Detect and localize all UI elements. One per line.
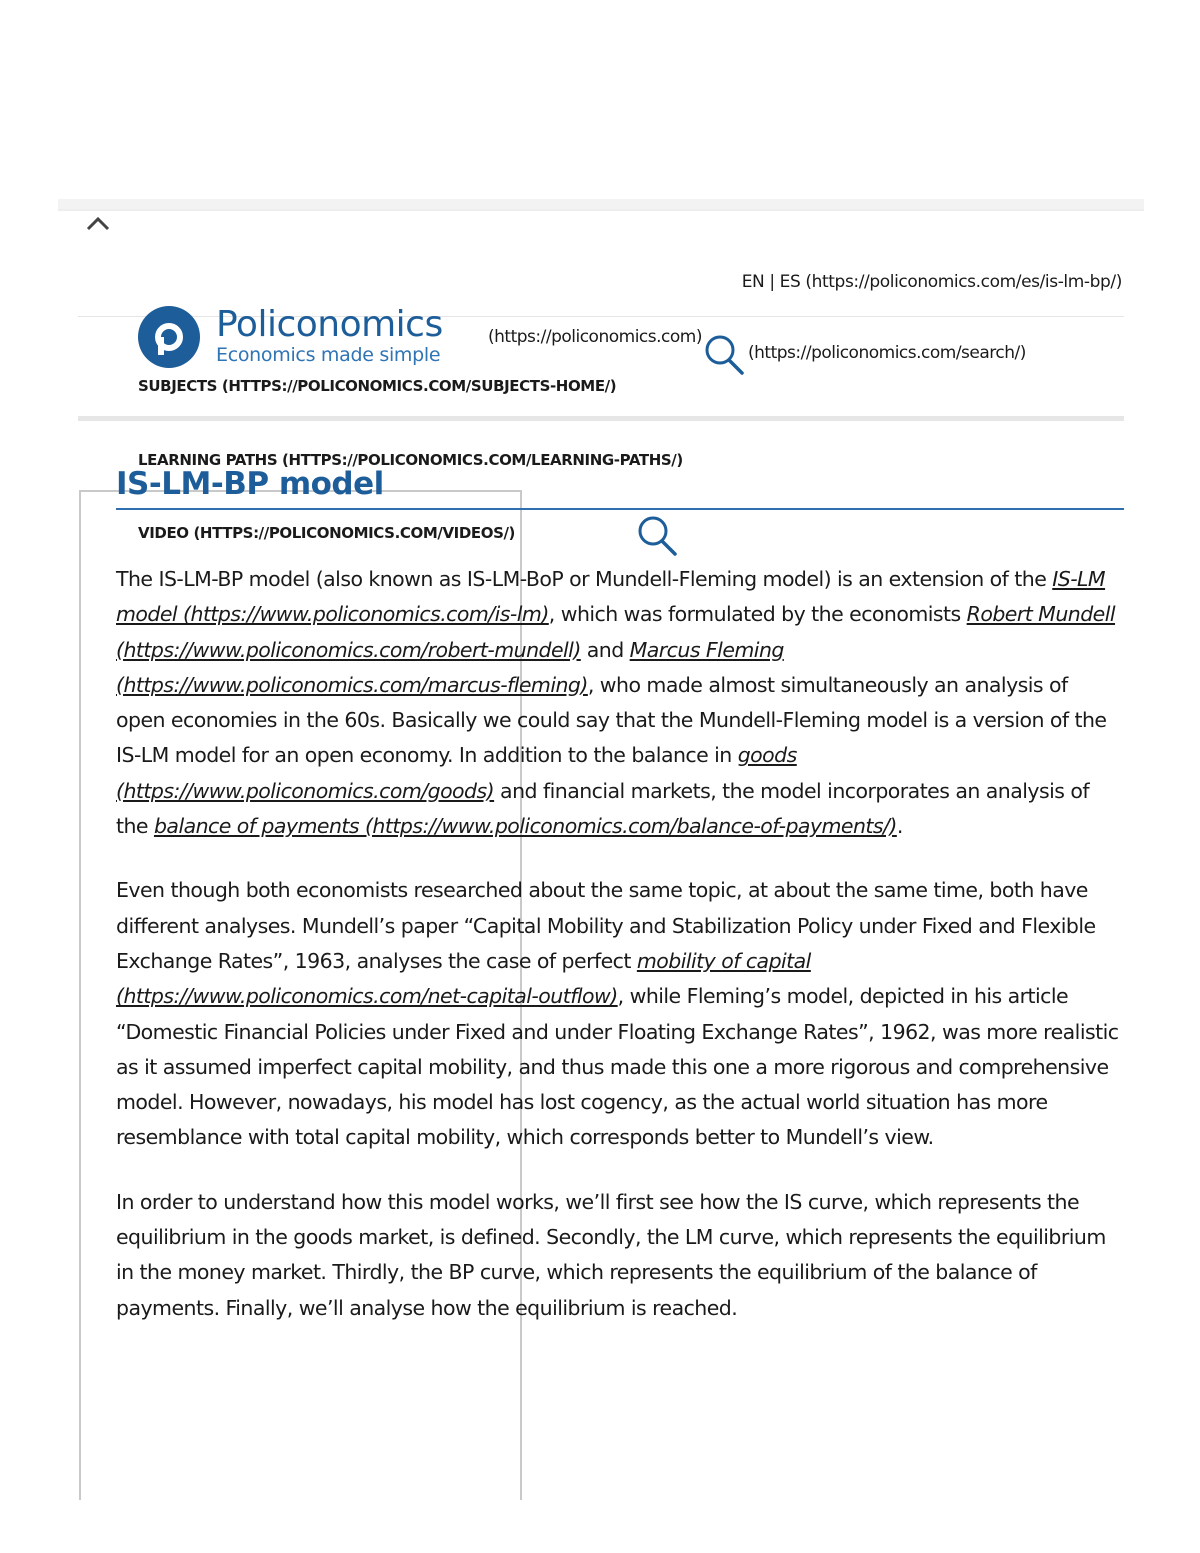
link-balance-of-payments[interactable]: balance of payments (https://www.policonomics.com/balance-of-payments/) — [153, 814, 897, 839]
search-link[interactable]: (https://policonomics.com/search/) — [748, 343, 1026, 363]
link-robert-mundell[interactable]: Robert Mundell (https://www.policonomics.com/robert-mundell) — [116, 602, 1116, 662]
top-bar — [58, 199, 1144, 209]
paragraph — [116, 873, 1122, 1155]
text: , while Fleming’s model, depicted in his article “Domestic Financial Policies under Fixed and under Floating Exchange Rates”, 1962, was more realistic as it assumed imperfect capital mobility, and thus made this one a more rigorous and comprehensive model. However, nowadays, his model has lost cogency, as the actual world situation has more resemblance with total capital mobility, which corresponds better to Mundell’s view. — [116, 984, 1119, 1150]
scroll-up-icon[interactable] — [84, 212, 112, 236]
text: The IS-LM-BP model (also known as IS-LM-BoP or Mundell-Fleming model) is an extension of the — [116, 567, 1053, 591]
logo-tagline: Economics made simple — [216, 344, 441, 366]
article-body — [116, 562, 1122, 1355]
text: and financial markets, the model incorporates an analysis of the — [116, 778, 1089, 839]
search-icon[interactable] — [703, 333, 745, 379]
link-marcus-fleming[interactable]: Marcus Fleming (https://www.policonomics.com/marcus-fleming) — [116, 637, 784, 697]
text: and — [580, 637, 630, 662]
language-switcher[interactable] — [742, 272, 1122, 292]
text: , which was formulated by the economists — [548, 602, 967, 627]
text: Even though both economists researched about the same topic, at about the same time, both have different analyses. Mundell’s paper “Capital Mobility and Stabilization Policy under Fixed and Flexible Exchange Rates”, 1963, analyses the case of perfect — [116, 878, 1096, 973]
title-underline — [116, 508, 1124, 510]
logo-mark-icon — [138, 306, 200, 368]
top-bar-divider — [58, 209, 1144, 211]
home-link[interactable]: (https://policonomics.com) — [488, 327, 702, 347]
nav-item-subjects[interactable]: SUBJECTS (HTTPS://POLICONOMICS.COM/SUBJECTS-HOME/) — [138, 377, 617, 395]
search-icon[interactable] — [636, 514, 678, 560]
logo-name: Policonomics — [216, 304, 443, 345]
text: , who made almost simultaneously an analysis of open economies in the 60s. Basically we could say that the Mundell-Fleming model is a version of the IS-LM model for an open economy. In addition to the balance in — [116, 672, 1107, 768]
link-is-lm-model[interactable]: IS-LM model (https://www.policonomics.com/is-lm) — [116, 567, 1106, 627]
link-mobility-of-capital[interactable]: mobility of capital (https://www.policonomics.com/net-capital-outflow) — [116, 948, 811, 1009]
nav-item-learning-paths[interactable]: LEARNING PATHS (HTTPS://POLICONOMICS.COM/LEARNING-PATHS/) — [138, 451, 683, 469]
paragraph — [116, 562, 1122, 844]
site-logo[interactable] — [138, 306, 443, 368]
nav-item-video[interactable]: VIDEO (HTTPS://POLICONOMICS.COM/VIDEOS/) — [138, 524, 516, 542]
page-title: IS-LM-BP model — [116, 466, 384, 502]
text: . — [896, 814, 903, 839]
nav-divider — [78, 416, 1124, 421]
language-link[interactable]: EN | ES (https://policonomics.com/es/is-lm-bp/) — [741, 272, 1122, 292]
paragraph: In order to understand how this model works, we’ll first see how the IS curve, which represents the equilibrium in the goods market, is defined. Secondly, the LM curve, which represents the equilibrium in the money market. Thirdly, the BP curve, which represents the equilibrium of the balance of payments. Finally, we’ll analyse how the equilibrium is reached. — [116, 1189, 1106, 1320]
link-goods[interactable]: goods (https://www.policonomics.com/goods) — [116, 743, 797, 803]
